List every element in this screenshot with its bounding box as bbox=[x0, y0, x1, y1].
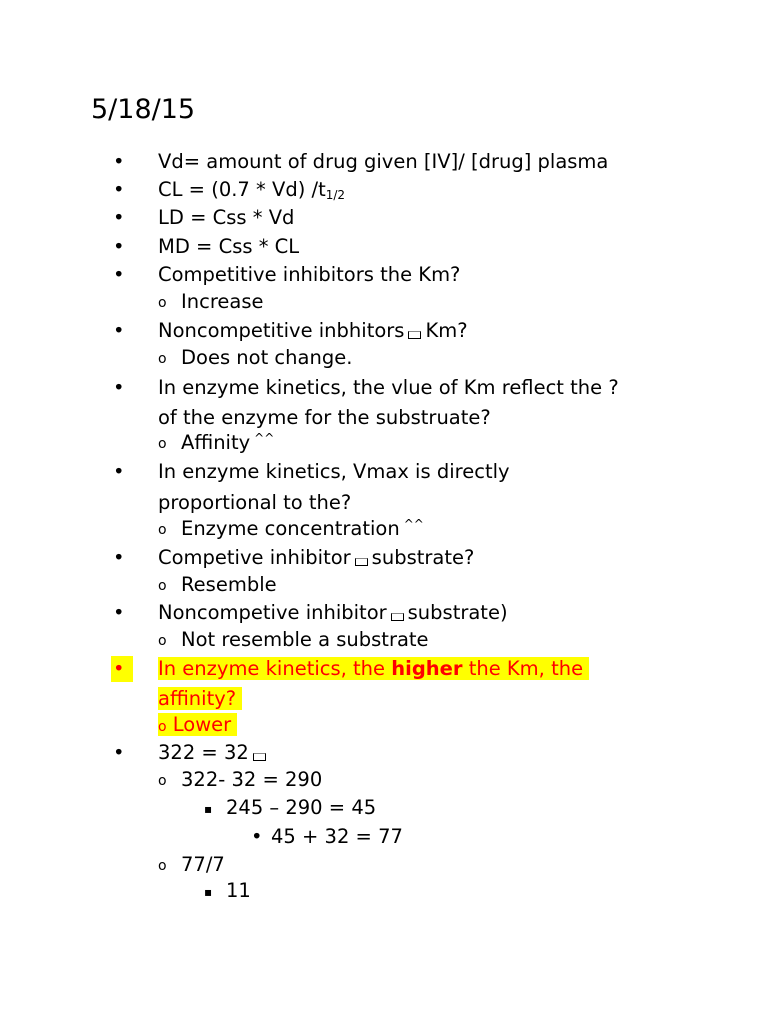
calc-line: 322- 32 = 290 bbox=[181, 768, 323, 791]
circle-marker: o bbox=[158, 436, 167, 452]
circle-marker: o bbox=[158, 578, 167, 594]
note-line bbox=[158, 318, 468, 344]
note-line: In enzyme kinetics, Vmax is directly bbox=[158, 460, 510, 483]
calc-line: 77/7 bbox=[181, 853, 225, 876]
bullet-marker: • bbox=[113, 376, 125, 399]
cl-subscript: 1/2 bbox=[325, 188, 346, 202]
square-marker: ▪ bbox=[204, 885, 213, 899]
bullet-marker: • bbox=[113, 460, 125, 483]
note-line bbox=[158, 600, 508, 626]
note-line: Competitive inhibitors the Km? bbox=[158, 263, 461, 286]
emphasis-higher: higher bbox=[391, 657, 463, 680]
highlighted-line bbox=[158, 686, 242, 712]
noncompetive-text-a: Noncompetive inhibitor bbox=[158, 601, 387, 624]
circle-marker: o bbox=[158, 773, 167, 789]
square-marker: ▪ bbox=[204, 802, 213, 816]
missing-glyph-box bbox=[355, 558, 368, 566]
competive-text-a: Competive inhibitor bbox=[158, 546, 351, 569]
bullet-marker: • bbox=[113, 235, 125, 258]
missing-glyph-box bbox=[391, 613, 404, 621]
bullet-marker: • bbox=[113, 741, 125, 764]
answer-line: Resemble bbox=[181, 573, 277, 596]
calc-text: 322 = 32 bbox=[158, 741, 249, 764]
note-line: LD = Css * Vd bbox=[158, 206, 295, 229]
calc-line: 245 – 290 = 45 bbox=[226, 796, 377, 819]
noncomp-text-b: Km? bbox=[425, 319, 468, 342]
answer-line: Does not change. bbox=[181, 346, 353, 369]
calc-line: 45 + 32 = 77 bbox=[271, 825, 403, 848]
circle-marker: o bbox=[158, 295, 167, 311]
note-line bbox=[158, 545, 474, 571]
answer-line bbox=[181, 430, 274, 458]
bullet-marker: • bbox=[113, 150, 125, 173]
answer-line: Not resemble a substrate bbox=[181, 628, 429, 651]
answer-line bbox=[181, 516, 424, 544]
highlighted-text: affinity? bbox=[158, 687, 242, 710]
caret-mark: ^^ bbox=[254, 431, 275, 445]
circle-marker: o bbox=[158, 351, 167, 367]
note-line: Vd= amount of drug given [IV]/ [drug] plasma bbox=[158, 150, 609, 173]
answer-text: Affinity bbox=[181, 431, 251, 454]
note-line bbox=[158, 740, 270, 766]
missing-glyph-box bbox=[253, 753, 266, 761]
calc-line: 11 bbox=[226, 879, 251, 902]
bullet-marker: • bbox=[113, 206, 125, 229]
missing-glyph-box bbox=[408, 331, 421, 339]
bullet-marker: • bbox=[113, 178, 125, 201]
highlighted-answer-line bbox=[158, 712, 237, 740]
note-line: proportional to the? bbox=[158, 491, 352, 514]
circle-marker: o bbox=[158, 719, 167, 735]
bullet-marker: • bbox=[113, 319, 125, 342]
answer-text: Enzyme concentration bbox=[181, 517, 400, 540]
bullet-marker: • bbox=[113, 601, 125, 624]
note-line bbox=[158, 177, 345, 205]
note-line: In enzyme kinetics, the vlue of Km reflect the ? bbox=[158, 376, 619, 399]
bullet-marker: • bbox=[113, 263, 125, 286]
highlighted-line bbox=[158, 656, 589, 682]
competive-text-b: substrate? bbox=[371, 546, 475, 569]
bullet-marker: • bbox=[111, 656, 133, 682]
highlighted-text bbox=[158, 713, 237, 736]
circle-marker: o bbox=[158, 633, 167, 649]
circle-marker: o bbox=[158, 858, 167, 874]
caret-mark: ^^ bbox=[403, 517, 424, 531]
dot-marker: • bbox=[251, 825, 263, 848]
answer-text: Lower bbox=[172, 713, 232, 736]
cl-text: CL = (0.7 * Vd) /t bbox=[158, 178, 326, 201]
bullet-marker: • bbox=[113, 546, 125, 569]
noncomp-text-a: Noncompetitive inbhitors bbox=[158, 319, 405, 342]
note-line: MD = Css * CL bbox=[158, 235, 300, 258]
circle-marker: o bbox=[158, 522, 167, 538]
note-line: of the enzyme for the substruate? bbox=[158, 406, 491, 429]
noncompetive-text-b: substrate) bbox=[407, 601, 508, 624]
highlighted-text: In enzyme kinetics, the higher the Km, the bbox=[158, 657, 589, 680]
date-heading: 5/18/15 bbox=[91, 94, 196, 125]
answer-line: Increase bbox=[181, 290, 264, 313]
